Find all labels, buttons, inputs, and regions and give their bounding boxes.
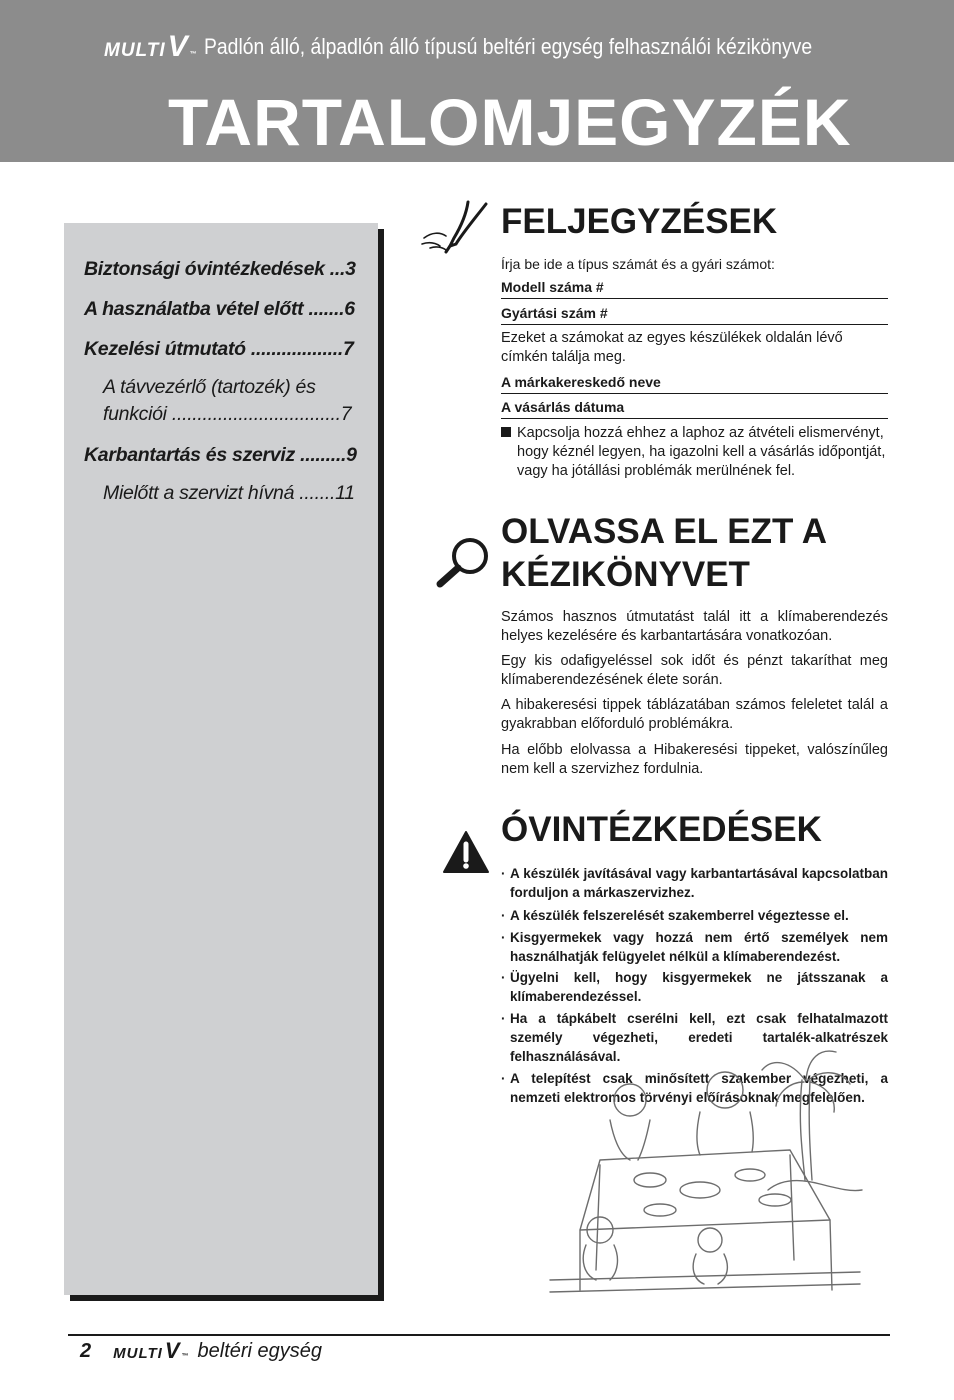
- read-paragraph: Számos hasznos útmutatást talál itt a klímaberendezés helyes kezelésére és karbantartására vonatkozóan.: [501, 609, 888, 644]
- read-title-line2: KÉZIKÖNYVET: [501, 555, 750, 594]
- label-note: Ezeket a számokat az egyes készülékek oldalán lévő címkén találja meg.: [501, 330, 843, 365]
- brand-line: [104, 30, 895, 64]
- purchase-date-field[interactable]: A vásárlás dátuma: [501, 399, 888, 419]
- dealer-name-field[interactable]: A márkakereskedő neve: [501, 374, 888, 394]
- toc-item-before-use[interactable]: A használatba vétel előtt .......6: [84, 298, 355, 320]
- multi-v-logo: MULTI V ™: [104, 30, 198, 63]
- model-number-field[interactable]: Modell száma #: [501, 279, 888, 299]
- toc-panel: [64, 223, 378, 1295]
- square-bullet-icon: [501, 427, 511, 437]
- toc-item-operation[interactable]: Kezelési útmutató ..................7: [84, 338, 354, 360]
- toc-item-maintenance[interactable]: Karbantartás és szerviz .........9: [84, 444, 357, 466]
- caution-bullet: · A készülék felszerelését szakemberrel végeztesse el.: [501, 906, 888, 925]
- page-title: TARTALOMJEGYZÉK: [168, 85, 852, 159]
- footer-text: beltéri egység: [197, 1339, 323, 1362]
- warning-icon: [442, 830, 490, 874]
- manual-subtitle: Padlón álló, álpadlón álló típusú beltéri egység felhasználói kézikönyve: [203, 34, 812, 59]
- pen-icon: [420, 198, 494, 254]
- picnic-illustration: [540, 1040, 890, 1310]
- notes-title: FELJEGYZÉSEK: [501, 202, 778, 241]
- receipt-note: Kapcsolja hozzá ehhez a laphoz az átvételi elismervényt, hogy kéznél legyen, ha igazolni kell a vásárlás időpontját, vagy ha jótállási problémák merülnének fel.: [501, 424, 888, 481]
- caution-title: ÓVINTÉZKEDÉSEK: [501, 810, 822, 849]
- magnifier-icon: [434, 534, 494, 590]
- notes-intro: Írja be ide a típus számát és a gyári számot:: [501, 256, 775, 272]
- toc-item-remote[interactable]: A távvezérlő (tartozék) és funkciói .................................7: [103, 376, 352, 425]
- caution-bullet: · Kisgyermekek vagy hozzá nem értő személyek nem használhatják felügyelet nélkül a klímaberendezést.: [501, 928, 888, 966]
- footer-multi-v-logo: MULTI V ™: [113, 1338, 190, 1363]
- caution-bullet: · Ha a tápkábelt cserélni kell, ezt csak felhatalmazott személy végezheti, eredeti tartalék-alkatrészek felhasználásával.: [501, 1009, 888, 1066]
- footer-rule: [68, 1334, 890, 1336]
- caution-bullet: · A telepítést csak minősített szakember végezheti, a nemzeti elektromos törvényi előírásoknak megfelelően.: [501, 1069, 888, 1107]
- serial-number-field[interactable]: Gyártási szám #: [501, 305, 888, 325]
- read-title-line1: OLVASSA EL EZT A: [501, 512, 828, 551]
- page-number: 2: [80, 1339, 92, 1362]
- header-banner: [0, 0, 954, 162]
- footer: [80, 1338, 322, 1364]
- read-paragraph: A hibakeresési tippek táblázatában számos feleletet talál a gyakrabban előforduló problémákra.: [501, 697, 888, 732]
- toc-item-before-service[interactable]: Mielőtt a szervizt hívná .......11: [103, 482, 355, 504]
- caution-bullet: · Ügyelni kell, hogy kisgyermekek ne játsszanak a klímaberendezéssel.: [501, 968, 888, 1006]
- toc-item-safety[interactable]: Biztonsági óvintézkedések ...3: [84, 258, 356, 280]
- caution-bullet: · A készülék javításával vagy karbantartásával kapcsolatban forduljon a márkaszervizhez.: [501, 864, 888, 902]
- read-paragraph: Ha előbb elolvassa a Hibakeresési tippeket, valószínűleg nem kell a szervizhez fordulnia.: [501, 742, 888, 777]
- read-paragraph: Egy kis odafigyeléssel sok időt és pénzt takaríthat meg klímaberendezésének élete során.: [501, 653, 888, 688]
